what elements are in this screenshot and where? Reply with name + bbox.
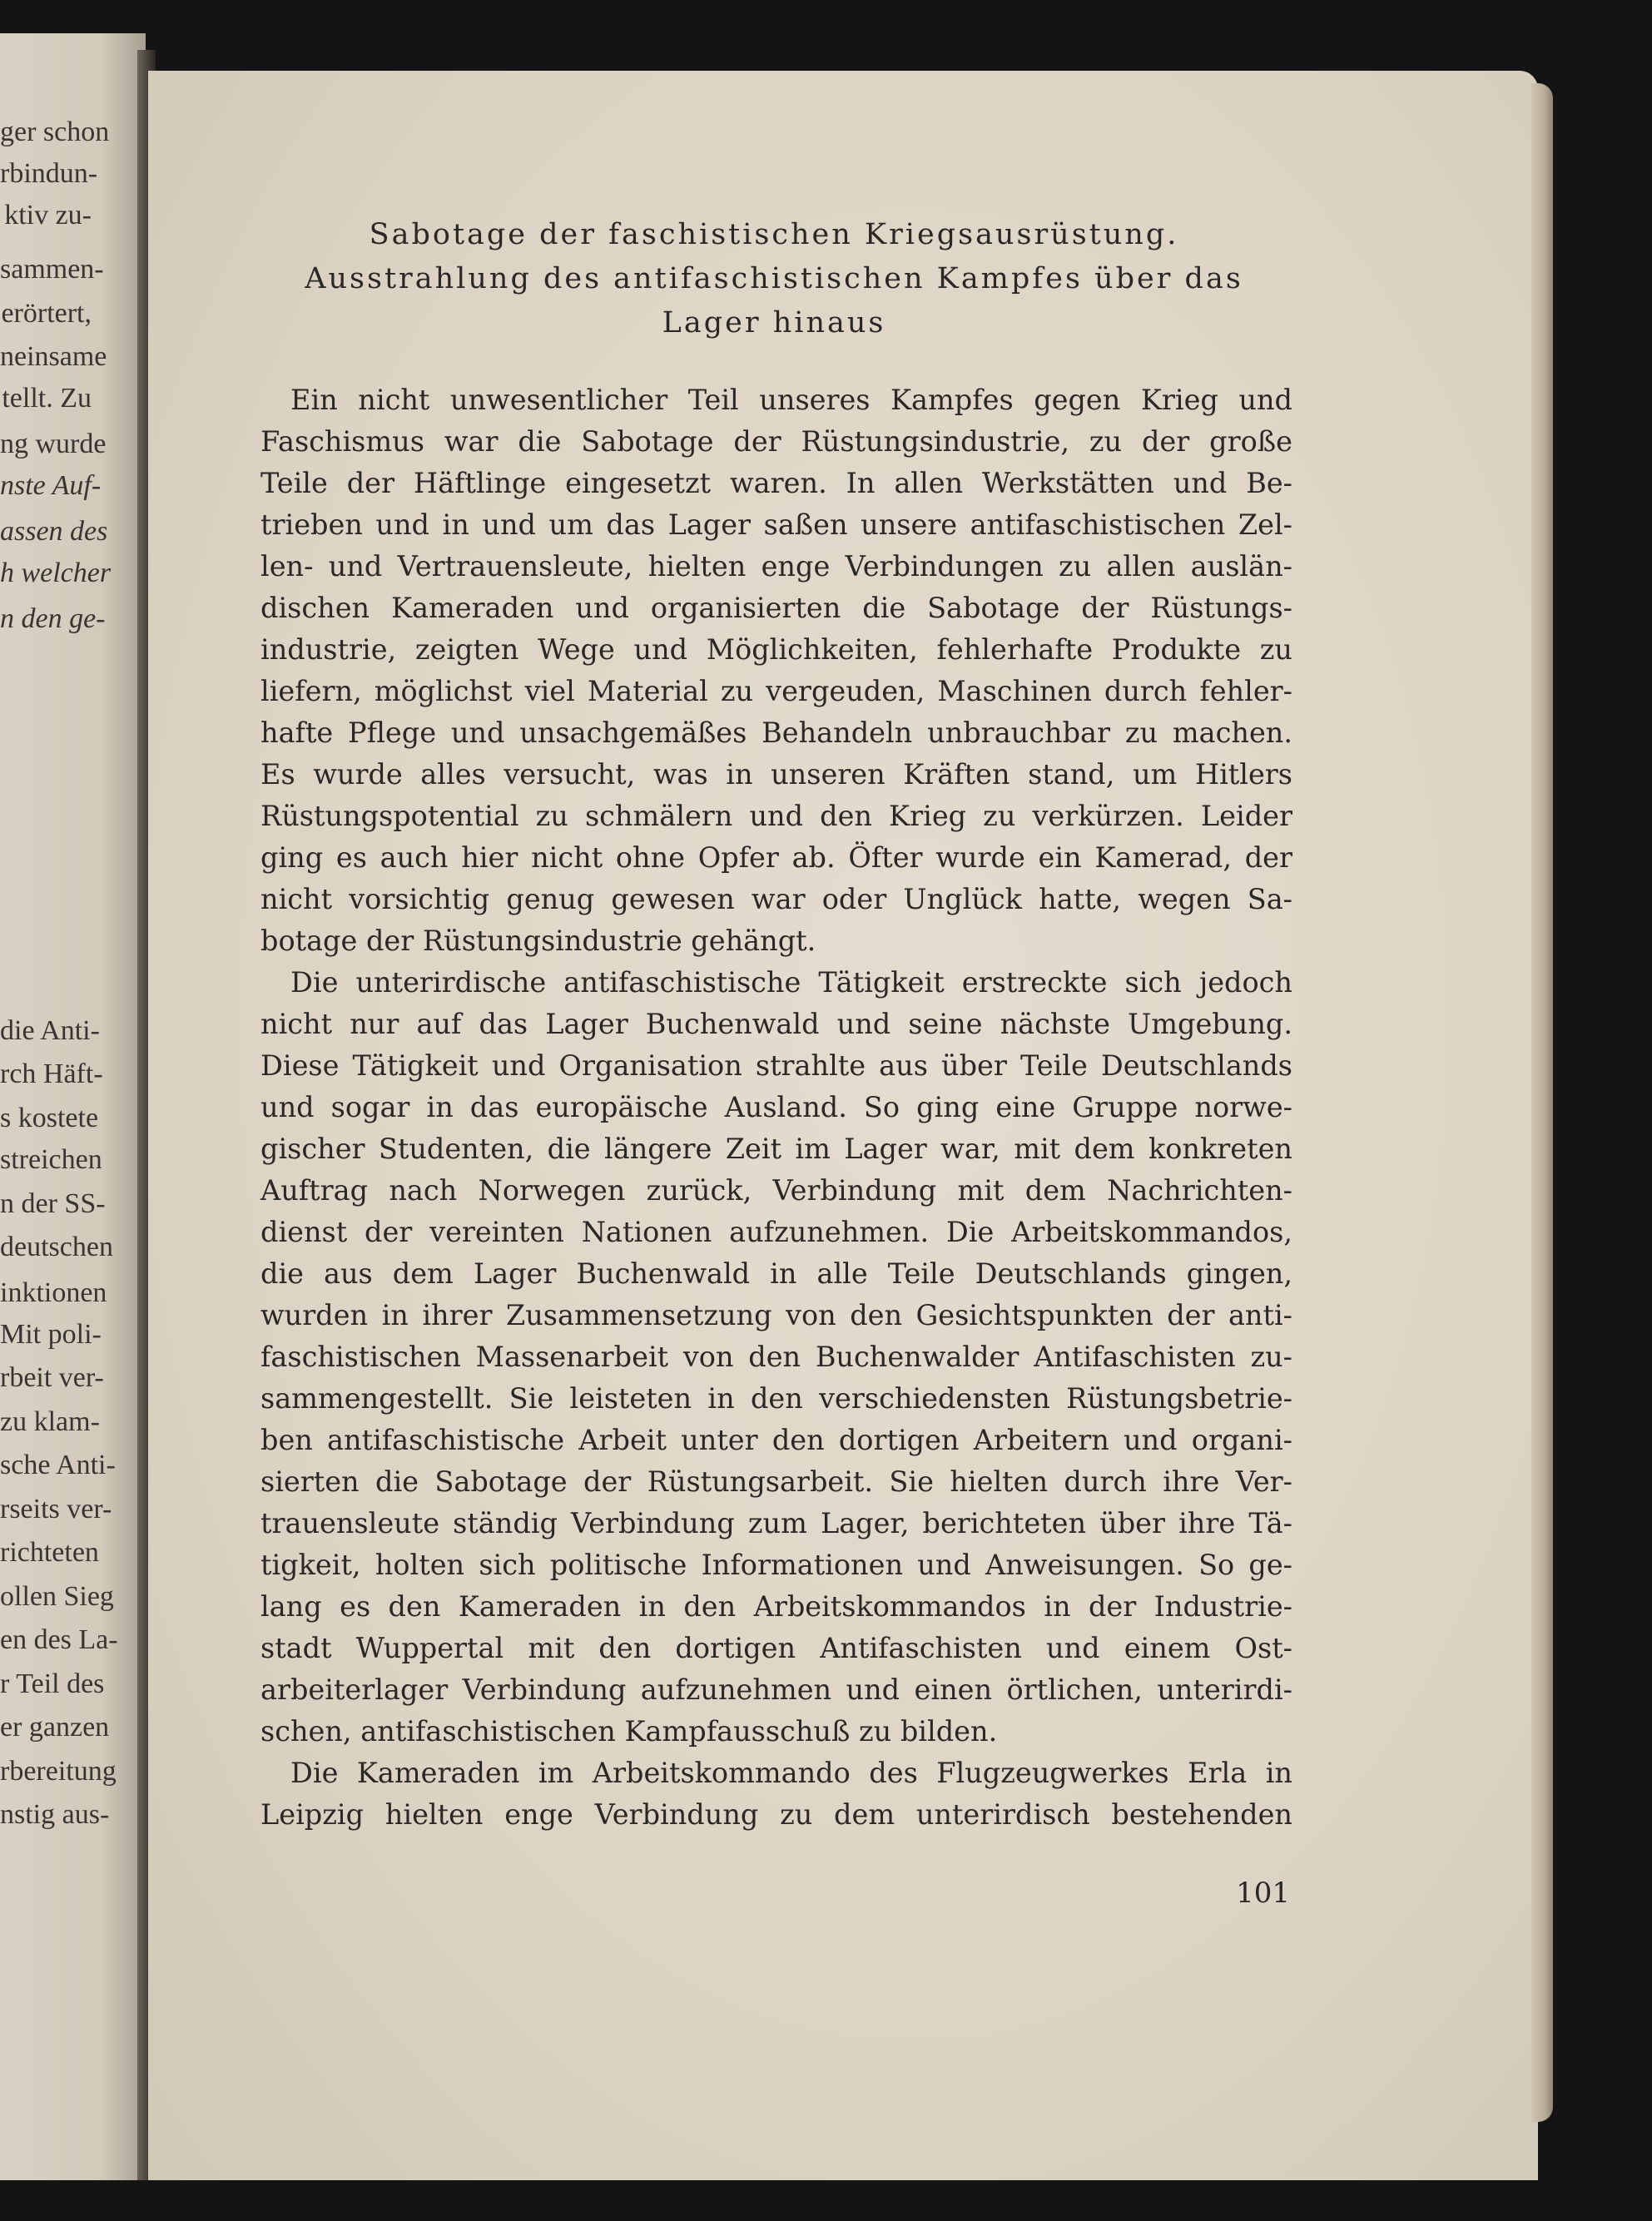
previous-page-line: erörtert, xyxy=(1,298,92,329)
text-line: liefern, möglichst viel Material zu vergeuden, Maschinen durch fehler- xyxy=(260,675,1292,707)
previous-page-line: assen des xyxy=(0,516,108,547)
previous-page-line: ktiv zu- xyxy=(4,200,92,231)
previous-page-line: rseits ver- xyxy=(0,1494,112,1524)
text-line: Leipzig hielten enge Verbindung zu dem unterirdisch bestehenden xyxy=(260,1798,1292,1831)
text-line: Ein nicht unwesentlicher Teil unseres Kampfes gegen Krieg und xyxy=(290,384,1292,416)
text-line: Rüstungspotential zu schmälern und den Krieg zu verkürzen. Leider xyxy=(260,800,1292,832)
previous-page-line: n den ge- xyxy=(0,603,106,634)
previous-page-line: streichen xyxy=(0,1144,102,1175)
previous-page-line: er ganzen xyxy=(0,1712,110,1743)
text-line: dischen Kameraden und organisierten die Sabotage der Rüstungs- xyxy=(260,592,1292,624)
previous-page-line: nstig aus- xyxy=(0,1799,110,1830)
text-line: stadt Wuppertal mit den dortigen Antifaschisten und einem Ost- xyxy=(260,1632,1292,1664)
previous-page-line: ollen Sieg xyxy=(0,1581,114,1612)
previous-page-line: s kostete xyxy=(0,1103,99,1133)
text-line: lang es den Kameraden in den Arbeitskommandos in der Industrie- xyxy=(260,1590,1292,1623)
previous-page-line: h welcher xyxy=(0,558,112,588)
previous-page-line: richteten xyxy=(0,1537,99,1568)
paragraph xyxy=(260,962,1292,1753)
text-line: nicht vorsichtig genug gewesen war oder Unglück hatte, wegen Sa- xyxy=(260,883,1292,915)
text-line: botage der Rüstungsindustrie gehängt. xyxy=(260,925,816,957)
text-line: nicht nur auf das Lager Buchenwald und seine nächste Umgebung. xyxy=(260,1008,1292,1040)
text-line: Faschismus war die Sabotage der Rüstungsindustrie, zu der große xyxy=(260,425,1292,458)
text-line: Die Kameraden im Arbeitskommando des Flugzeugwerkes Erla in xyxy=(290,1757,1292,1789)
previous-page-line: ng wurde xyxy=(0,429,107,459)
previous-page-line: neinsame xyxy=(0,341,107,372)
text-line: und sogar in das europäische Ausland. So ging eine Gruppe norwe- xyxy=(260,1091,1292,1123)
previous-page-line: Mit poli- xyxy=(0,1319,102,1350)
previous-page-line: tellt. Zu xyxy=(2,383,92,414)
text-line: dienst der vereinten Nationen aufzunehmen. Die Arbeitskommandos, xyxy=(260,1216,1292,1248)
text-line: Die unterirdische antifaschistische Tätigkeit erstreckte sich jedoch xyxy=(290,966,1292,999)
page-number: 101 xyxy=(1236,1876,1290,1910)
text-line: gischer Studenten, die längere Zeit im Lager war, mit dem konkreten xyxy=(260,1133,1292,1165)
page-edge xyxy=(1531,83,1553,2122)
previous-page-line: zu klam- xyxy=(0,1406,100,1437)
body-text xyxy=(260,379,1292,1836)
previous-page-line: rch Häft- xyxy=(0,1058,103,1089)
previous-page-line: en des La- xyxy=(0,1624,118,1655)
chapter-heading-line-2: Ausstrahlung des antifaschistischen Kampfes über das xyxy=(305,262,1243,295)
paragraph xyxy=(260,379,1292,962)
text-line: tigkeit, holten sich politische Informationen und Anweisungen. So ge- xyxy=(260,1549,1292,1581)
chapter-heading-line-3: Lager hinaus xyxy=(662,306,886,340)
previous-page-line: r Teil des xyxy=(0,1668,105,1699)
previous-page xyxy=(0,33,146,2180)
previous-page-line: rbeit ver- xyxy=(0,1362,104,1393)
text-line: ben antifaschistische Arbeit unter den dortigen Arbeitern und organi- xyxy=(260,1424,1292,1456)
text-line: schen, antifaschistischen Kampfausschuß zu bilden. xyxy=(260,1715,998,1748)
text-line: Es wurde alles versucht, was in unseren Kräften stand, um Hitlers xyxy=(260,758,1292,791)
paragraph xyxy=(260,1753,1292,1836)
text-line: arbeiterlager Verbindung aufzunehmen und einen örtlichen, unterirdi- xyxy=(260,1673,1292,1706)
previous-page-line: die Anti- xyxy=(0,1015,100,1046)
text-line: hafte Pflege und unsachgemäßes Behandeln unbrauchbar zu machen. xyxy=(260,716,1292,749)
text-line: len- und Vertrauensleute, hielten enge Verbindungen zu allen auslän- xyxy=(260,550,1292,583)
text-line: Teile der Häftlinge eingesetzt waren. In allen Werkstätten und Be- xyxy=(260,467,1292,499)
previous-page-line: sche Anti- xyxy=(0,1450,116,1480)
text-line: industrie, zeigten Wege und Möglichkeiten, fehlerhafte Produkte zu xyxy=(260,633,1292,666)
text-line: wurden in ihrer Zusammensetzung von den Gesichtspunkten der anti- xyxy=(260,1299,1292,1331)
text-line: trauensleute ständig Verbindung zum Lager, berichteten über ihre Tä- xyxy=(260,1507,1292,1539)
text-line: sammengestellt. Sie leisteten in den verschiedensten Rüstungsbetrie- xyxy=(260,1382,1292,1415)
text-line: sierten die Sabotage der Rüstungsarbeit. Sie hielten durch ihre Ver- xyxy=(260,1465,1292,1498)
previous-page-line: deutschen xyxy=(0,1232,113,1262)
previous-page-line: ger schon xyxy=(0,117,110,147)
chapter-heading-line-1: Sabotage der faschistischen Kriegsausrüstung. xyxy=(369,218,1179,251)
previous-page-line: sammen- xyxy=(0,254,104,285)
previous-page-line: inktionen xyxy=(0,1277,107,1308)
text-line: faschistischen Massenarbeit von den Buchenwalder Antifaschisten zu- xyxy=(260,1341,1292,1373)
text-line: Auftrag nach Norwegen zurück, Verbindung mit dem Nachrichten- xyxy=(260,1174,1292,1207)
text-line: trieben und in und um das Lager saßen unsere antifaschistischen Zel- xyxy=(260,508,1292,541)
previous-page-line: rbindun- xyxy=(0,158,98,189)
previous-page-line: n der SS- xyxy=(0,1188,106,1219)
text-line: die aus dem Lager Buchenwald in alle Teile Deutschlands gingen, xyxy=(260,1257,1292,1290)
previous-page-line: rbereitung xyxy=(0,1756,117,1787)
text-line: ging es auch hier nicht ohne Opfer ab. Öfter wurde ein Kamerad, der xyxy=(260,841,1292,874)
text-line: Diese Tätigkeit und Organisation strahlte aus über Teile Deutschlands xyxy=(260,1049,1292,1082)
previous-page-line: nste Auf- xyxy=(0,470,102,501)
